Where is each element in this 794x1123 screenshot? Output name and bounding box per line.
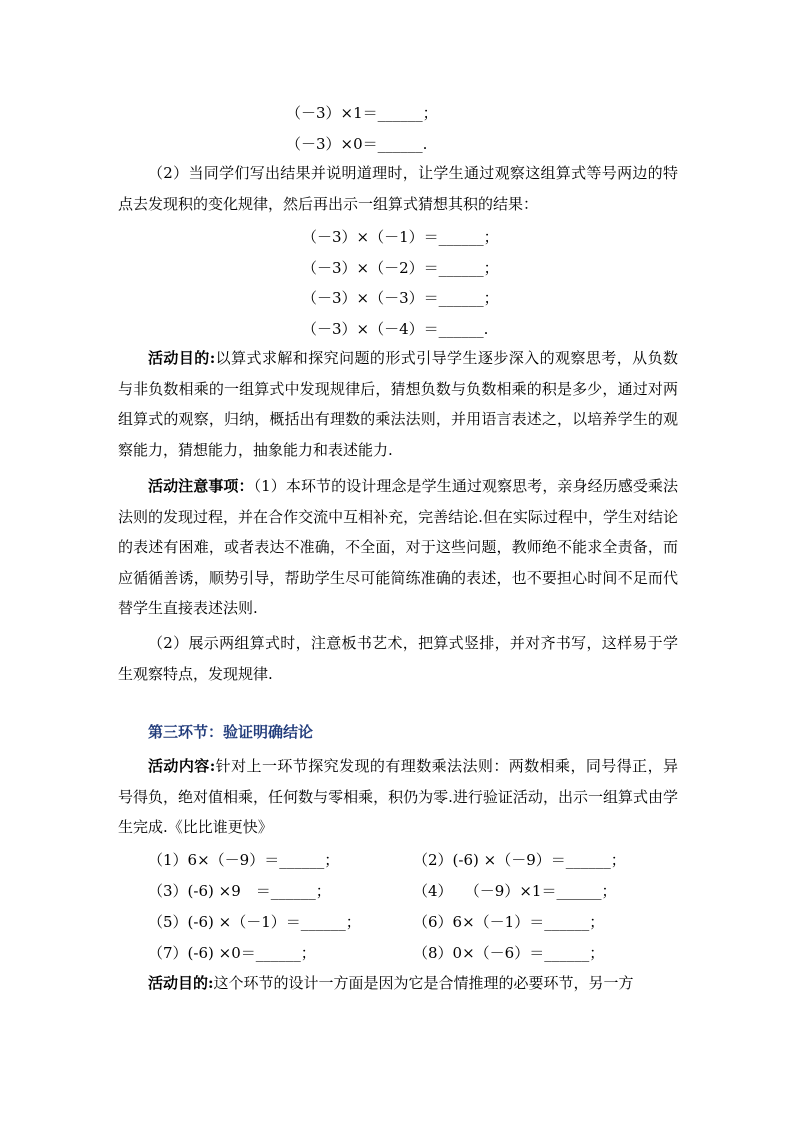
activity-notes-label: 活动注意事项：	[148, 477, 254, 495]
activity-content-label: 活动内容:	[148, 757, 216, 775]
activity-purpose-text: 这个环节的设计一方面是因为它是合情推理的必要环节，另一方	[213, 974, 634, 992]
exercise-item: （1）6×（－9）＝______；	[148, 851, 340, 869]
activity-content-text: 针对上一环节探究发现的有理数乘法法则：两数相乘，同号得正，异号得负，绝对值相乘，任何数与零相乘，积仍为零.进行验证活动，出示一组算式由学生完成.《比比谁更快》	[118, 757, 678, 836]
activity-purpose-label: 活动目的:	[148, 974, 214, 992]
activity-content-paragraph	[118, 751, 678, 843]
activity-purpose-paragraph	[118, 343, 678, 465]
section-title: 第三环节：验证明确结论	[148, 723, 314, 741]
exercise-item: （4） （－9）×1＝______；	[413, 882, 617, 900]
paragraph-2: （2）当同学们写出结果并说明道理时，让学生通过观察这组算式等号两边的特点去发现积的变化规律，然后再出示一组算式猜想其积的结果：	[118, 164, 678, 213]
exercise-item: （5）(-6) ×（－1）＝______；	[148, 913, 361, 931]
exercise-item: （8）0×（－6）＝______；	[413, 944, 605, 962]
activity-notes-paragraph-2: （2）展示两组算式时，注意板书艺术，把算式竖排，并对齐书写，这样易于学生观察特点，发现规律.	[118, 634, 678, 683]
exercise-item: （2）(-6) ×（－9）＝______；	[413, 851, 626, 869]
activity-notes-paragraph	[118, 471, 678, 624]
equation-line: （－3）×0＝______.	[286, 135, 428, 153]
exercise-item: （6）6×（－1）＝______；	[413, 913, 605, 931]
exercise-item: （3）(-6) ×9 ＝______；	[148, 882, 331, 900]
exercise-item: （7）(-6) ×0＝______；	[148, 944, 316, 962]
equation-line: （－3）×（－2）＝______；	[302, 259, 499, 277]
activity-notes-text: （1）本环节的设计理念是学生通过观察思考，亲身经历感受乘法法则的发现过程，并在合作交流中互相补充，完善结论.但在实际过程中，学生对结论的表述有困难，或者表达不准确，不全面，对于这些问题，教师绝不能求全责备，而应循循善诱，顺势引导，帮助学生尽可能简练准确的表述，也不要担心时间不足而代替学生直接表述法则.	[118, 477, 678, 617]
equation-line: （－3）×1＝______；	[286, 104, 438, 122]
equation-line: （－3）×（－1）＝______；	[302, 228, 499, 246]
equation-line: （－3）×（－3）＝______；	[302, 289, 499, 307]
equation-line: （－3）×（－4）＝______.	[302, 320, 489, 338]
activity-purpose-label: 活动目的:	[148, 349, 216, 367]
activity-purpose-text: 以算式求解和探究问题的形式引导学生逐步深入的观察思考，从负数与非负数相乘的一组算式中发现规律后，猜想负数与负数相乘的积是多少，通过对两组算式的观察，归纳，概括出有理数的乘法法则，并用语言表述之，以培养学生的观察能力，猜想能力，抽象能力和表述能力.	[118, 349, 678, 459]
activity-purpose-paragraph-2	[118, 968, 678, 999]
